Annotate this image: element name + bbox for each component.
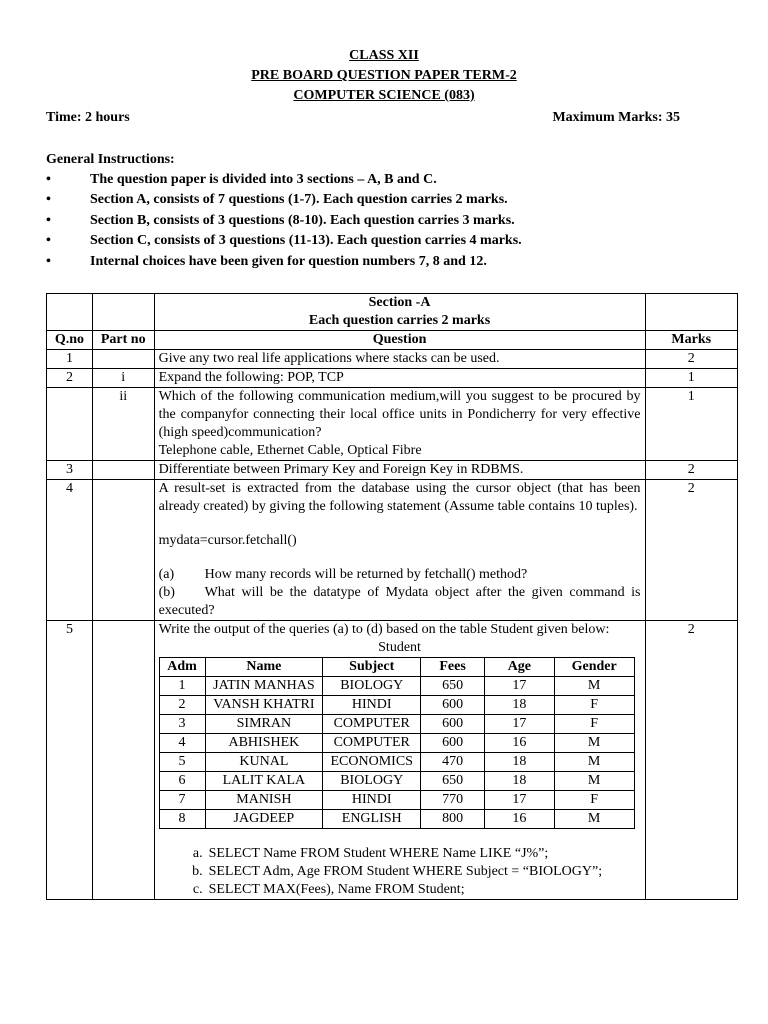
table-cell: 18	[484, 696, 554, 715]
query-text: SELECT Adm, Age FROM Student WHERE Subject = “BIOLOGY”;	[208, 864, 603, 879]
table-row	[159, 772, 634, 791]
table-cell: F	[554, 715, 634, 734]
question-text: Which of the following communication medium,will you suggest to be procured by the companyfor connecting their local office units in Pondicherry for very effective (high speed)communication?	[158, 389, 641, 440]
table-row	[159, 696, 634, 715]
table-cell: 17	[484, 715, 554, 734]
table-cell: 18	[484, 772, 554, 791]
table-row	[159, 715, 634, 734]
table-cell: 2	[159, 696, 205, 715]
question-number: 5	[47, 621, 93, 900]
instruction-text: Section A, consists of 7 questions (1-7). Each question carries 2 marks.	[90, 192, 508, 207]
question-number: 1	[47, 350, 93, 369]
query-item	[183, 881, 641, 899]
table-cell: BIOLOGY	[323, 772, 421, 791]
table-cell: JAGDEEP	[205, 810, 323, 829]
query-text: SELECT MAX(Fees), Name FROM Student;	[208, 882, 465, 897]
part-number	[92, 461, 154, 480]
col-qno: Q.no	[47, 331, 93, 350]
part-number: i	[92, 369, 154, 388]
questions-table	[46, 293, 738, 900]
question-text: A result-set is extracted from the database using the cursor object (that has been already created) by giving the following statement (Assume table contains 10 tuples).	[158, 481, 641, 514]
table-cell: 7	[159, 791, 205, 810]
part-number: ii	[92, 388, 154, 461]
instruction-text: Internal choices have been given for question numbers 7, 8 and 12.	[90, 254, 487, 269]
header-cell: Adm	[159, 658, 205, 677]
sub-question	[159, 566, 641, 584]
table-row	[159, 734, 634, 753]
table-cell: 1	[159, 677, 205, 696]
table-cell: 16	[484, 810, 554, 829]
max-marks-label: Maximum Marks: 35	[552, 110, 680, 125]
header-cell: Age	[484, 658, 554, 677]
instructions-title: General Instructions:	[46, 152, 175, 167]
table-cell: JATIN MANHAS	[205, 677, 323, 696]
instruction-text: The question paper is divided into 3 sections – A, B and C.	[90, 172, 437, 187]
bullet-icon: •	[46, 233, 51, 248]
table-cell: M	[554, 677, 634, 696]
query-label: c.	[192, 882, 203, 897]
question-row	[47, 621, 738, 900]
question-text: Write the output of the queries (a) to (d) based on the table Student given below:	[158, 622, 610, 637]
student-table	[159, 657, 635, 829]
bullet-icon: •	[46, 213, 51, 228]
table-cell: 8	[159, 810, 205, 829]
query-list	[159, 845, 641, 899]
header-cell: Fees	[421, 658, 485, 677]
section-subtitle: Each question carries 2 marks	[308, 313, 491, 328]
question-row	[47, 480, 738, 621]
table-cell: ECONOMICS	[323, 753, 421, 772]
question-text: Give any two real life applications where stacks can be used.	[154, 350, 645, 369]
table-cell: 600	[421, 696, 485, 715]
table-cell: 17	[484, 677, 554, 696]
sub-question-text: What will be the datatype of Mydata object after the given command is executed?	[158, 585, 641, 618]
table-cell: M	[554, 810, 634, 829]
question-row	[47, 388, 738, 461]
table-cell: F	[554, 696, 634, 715]
section-header-row	[47, 294, 738, 331]
table-cell: COMPUTER	[323, 734, 421, 753]
column-header-row	[47, 331, 738, 350]
part-number	[92, 480, 154, 621]
table-cell: 770	[421, 791, 485, 810]
time-label: Time: 2 hours	[46, 110, 130, 125]
paper-title: PRE BOARD QUESTION PAPER TERM-2	[251, 68, 517, 83]
instruction-text: Section C, consists of 3 questions (11-13). Each question carries 4 marks.	[90, 233, 522, 248]
query-item	[183, 845, 641, 863]
sub-question-text: How many records will be returned by fetchall() method?	[204, 567, 528, 582]
table-cell: 5	[159, 753, 205, 772]
query-label: b.	[192, 864, 203, 879]
question-marks: 2	[645, 621, 738, 900]
question-text: Expand the following: POP, TCP	[154, 369, 645, 388]
table-cell: 6	[159, 772, 205, 791]
table-cell: MANISH	[205, 791, 323, 810]
question-number: 3	[47, 461, 93, 480]
question-number	[47, 388, 93, 461]
table-cell: ENGLISH	[323, 810, 421, 829]
table-cell: 4	[159, 734, 205, 753]
paper-subject: COMPUTER SCIENCE (083)	[293, 88, 475, 103]
code-statement: mydata=cursor.fetchall()	[158, 533, 297, 548]
bullet-icon: •	[46, 192, 51, 207]
question-text: Differentiate between Primary Key and Foreign Key in RDBMS.	[154, 461, 645, 480]
table-cell: VANSH KHATRI	[205, 696, 323, 715]
question-marks: 2	[645, 461, 738, 480]
paper-class: CLASS XII	[349, 48, 419, 63]
table-cell: 600	[421, 734, 485, 753]
bullet-icon: •	[46, 172, 51, 187]
header-cell: Gender	[554, 658, 634, 677]
table-cell: 600	[421, 715, 485, 734]
table-cell: M	[554, 734, 634, 753]
instruction-text: Section B, consists of 3 questions (8-10). Each question carries 3 marks.	[90, 213, 515, 228]
query-text: SELECT Name FROM Student WHERE Name LIKE “J%”;	[208, 846, 549, 861]
question-marks: 2	[645, 350, 738, 369]
query-label: a.	[192, 846, 203, 861]
question-marks: 1	[645, 369, 738, 388]
table-cell: 18	[484, 753, 554, 772]
table-cell: M	[554, 753, 634, 772]
question-row	[47, 461, 738, 480]
table-cell: BIOLOGY	[323, 677, 421, 696]
table-row	[159, 753, 634, 772]
table-cell: 650	[421, 677, 485, 696]
table-cell: 470	[421, 753, 485, 772]
table-cell: 3	[159, 715, 205, 734]
table-cell: ABHISHEK	[205, 734, 323, 753]
table-row	[159, 791, 634, 810]
table-cell: 650	[421, 772, 485, 791]
header-cell: Name	[205, 658, 323, 677]
table-cell: 17	[484, 791, 554, 810]
table-cell: COMPUTER	[323, 715, 421, 734]
table-cell: M	[554, 772, 634, 791]
table-caption: Student	[378, 640, 421, 655]
question-number: 4	[47, 480, 93, 621]
question-options: Telephone cable, Ethernet Cable, Optical Fibre	[158, 443, 422, 458]
table-cell: KUNAL	[205, 753, 323, 772]
question-row	[47, 350, 738, 369]
col-marks: Marks	[645, 331, 738, 350]
part-number	[92, 350, 154, 369]
sub-question-label: (b)	[158, 585, 175, 600]
table-cell: 16	[484, 734, 554, 753]
table-cell: F	[554, 791, 634, 810]
sub-question-label: (a)	[158, 567, 175, 582]
table-cell: HINDI	[323, 696, 421, 715]
part-number	[92, 621, 154, 900]
question-marks: 1	[645, 388, 738, 461]
question-number: 2	[47, 369, 93, 388]
table-cell: SIMRAN	[205, 715, 323, 734]
col-question: Question	[154, 331, 645, 350]
header-cell: Subject	[323, 658, 421, 677]
col-part: Part no	[92, 331, 154, 350]
question-marks: 2	[645, 480, 738, 621]
query-item	[183, 863, 641, 881]
table-cell: LALIT KALA	[205, 772, 323, 791]
bullet-icon: •	[46, 254, 51, 269]
student-table-header	[159, 658, 634, 677]
table-row	[159, 810, 634, 829]
sub-question	[159, 584, 641, 620]
question-row	[47, 369, 738, 388]
section-title: Section -A	[368, 295, 431, 310]
table-cell: 800	[421, 810, 485, 829]
table-cell: HINDI	[323, 791, 421, 810]
table-row	[159, 677, 634, 696]
